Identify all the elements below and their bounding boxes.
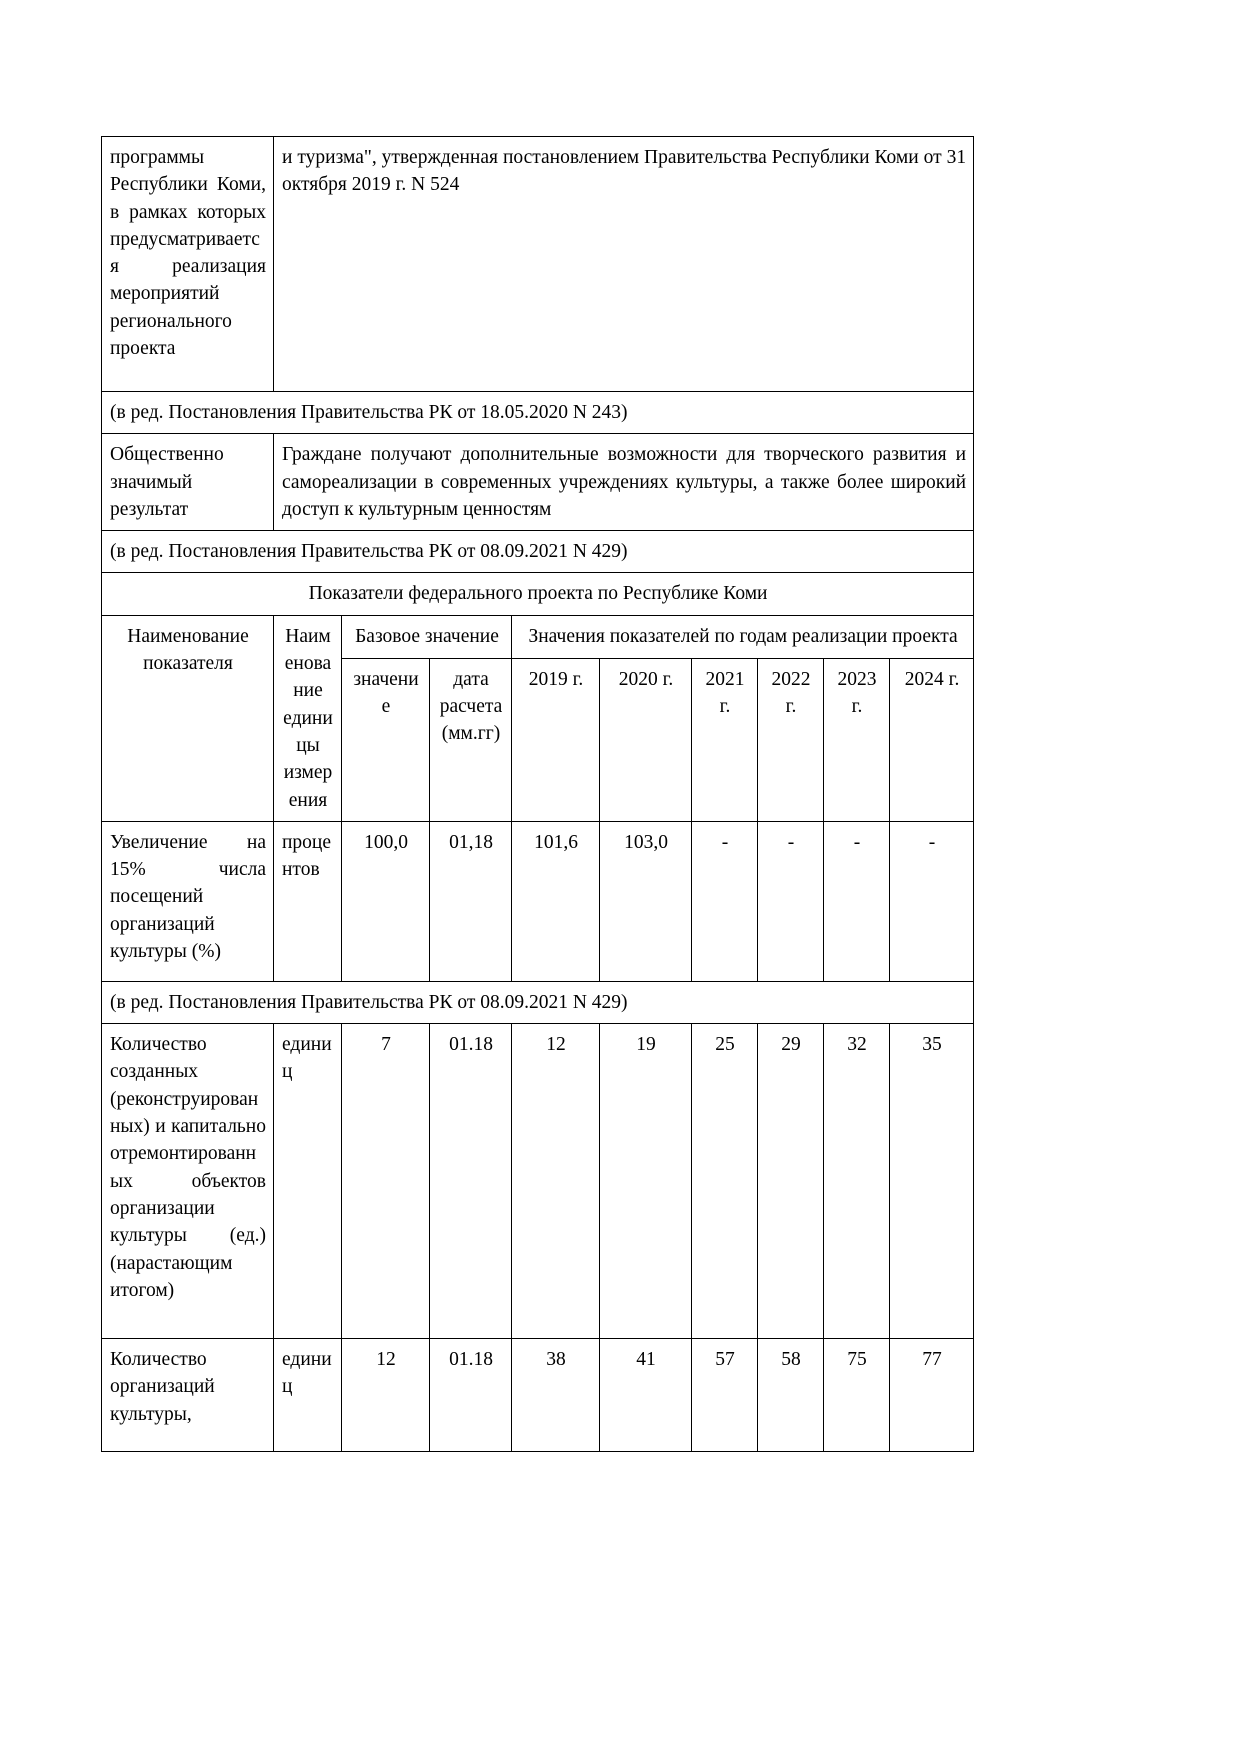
indicator-value-2020: 103,0 [600,821,692,981]
header-year-2019: 2019 г. [512,658,600,821]
indicator-value-2021: 25 [692,1024,758,1339]
header-year-2024: 2024 г. [890,658,974,821]
indicator-name: Количество организаций культуры, [102,1339,274,1452]
header-base-value-sub: значение [342,658,430,821]
header-year-2020: 2020 г. [600,658,692,821]
indicator-base-date: 01.18 [430,1024,512,1339]
indicator-value-2019: 38 [512,1339,600,1452]
indicator-unit: единиц [274,1339,342,1452]
header-year-2022: 2022 г. [758,658,824,821]
result-value-cell: Граждане получают дополнительные возможности для творческого развития и самореализации в современных учреждениях культуры, а также более широкий доступ к культурным ценностям [274,434,974,531]
indicator-value-2023: 32 [824,1024,890,1339]
indicator-name: Увеличение на 15% числа посещений организаций культуры (%) [102,821,274,981]
indicator-value-2019: 101,6 [512,821,600,981]
header-years-group: Значения показателей по годам реализации проекта [512,615,974,658]
header-base-date-sub: дата расчета (мм.гг) [430,658,512,821]
indicator-value-2021: 57 [692,1339,758,1452]
main-document-table [101,136,974,1452]
header-year-2021: 2021 г. [692,658,758,821]
indicator-unit: процентов [274,821,342,981]
indicator-base-value: 12 [342,1339,430,1452]
header-unit-name: Наименование единицы измерения [274,615,342,821]
indicator-unit: единиц [274,1024,342,1339]
indicator-value-2022: 58 [758,1339,824,1452]
table-row [102,1024,974,1339]
indicator-value-2023: - [824,821,890,981]
program-label-cell: программы Республики Коми, в рамках которых предусматривается реализация мероприятий регионального проекта [102,137,274,392]
table-header-row-1 [102,615,974,658]
indicator-value-2021: - [692,821,758,981]
amendment-note-3: (в ред. Постановления Правительства РК от 08.09.2021 N 429) [102,981,974,1023]
indicator-value-2023: 75 [824,1339,890,1452]
indicator-value-2020: 19 [600,1024,692,1339]
table-row-section-title [102,573,974,615]
indicator-value-2022: - [758,821,824,981]
table-row [102,1339,974,1452]
section-title: Показатели федерального проекта по Республике Коми [102,573,974,615]
indicator-value-2024: - [890,821,974,981]
indicator-name: Количество созданных (реконструированных) и капитально отремонтированных объектов организации культуры (ед.) (нарастающим итогом) [102,1024,274,1339]
indicator-value-2024: 35 [890,1024,974,1339]
header-year-2023: 2023 г. [824,658,890,821]
table-row-result [102,434,974,531]
indicator-base-value: 100,0 [342,821,430,981]
indicator-value-2024: 77 [890,1339,974,1452]
indicator-base-date: 01,18 [430,821,512,981]
table-row-amendment-1 [102,392,974,434]
amendment-note-1: (в ред. Постановления Правительства РК от 18.05.2020 N 243) [102,392,974,434]
header-indicator-name: Наименование показателя [102,615,274,821]
table-row-program [102,137,974,392]
indicator-value-2022: 29 [758,1024,824,1339]
indicator-value-2019: 12 [512,1024,600,1339]
table-row-amendment-2 [102,531,974,573]
table-row [102,821,974,981]
indicator-base-value: 7 [342,1024,430,1339]
indicator-base-date: 01.18 [430,1339,512,1452]
header-base-value: Базовое значение [342,615,512,658]
program-value-cell: и туризма", утвержденная постановлением Правительства Республики Коми от 31 октября 2019 г. N 524 [274,137,974,392]
table-row-amendment-3 [102,981,974,1023]
indicator-value-2020: 41 [600,1339,692,1452]
result-label-cell: Общественно значимый результат [102,434,274,531]
amendment-note-2: (в ред. Постановления Правительства РК от 08.09.2021 N 429) [102,531,974,573]
